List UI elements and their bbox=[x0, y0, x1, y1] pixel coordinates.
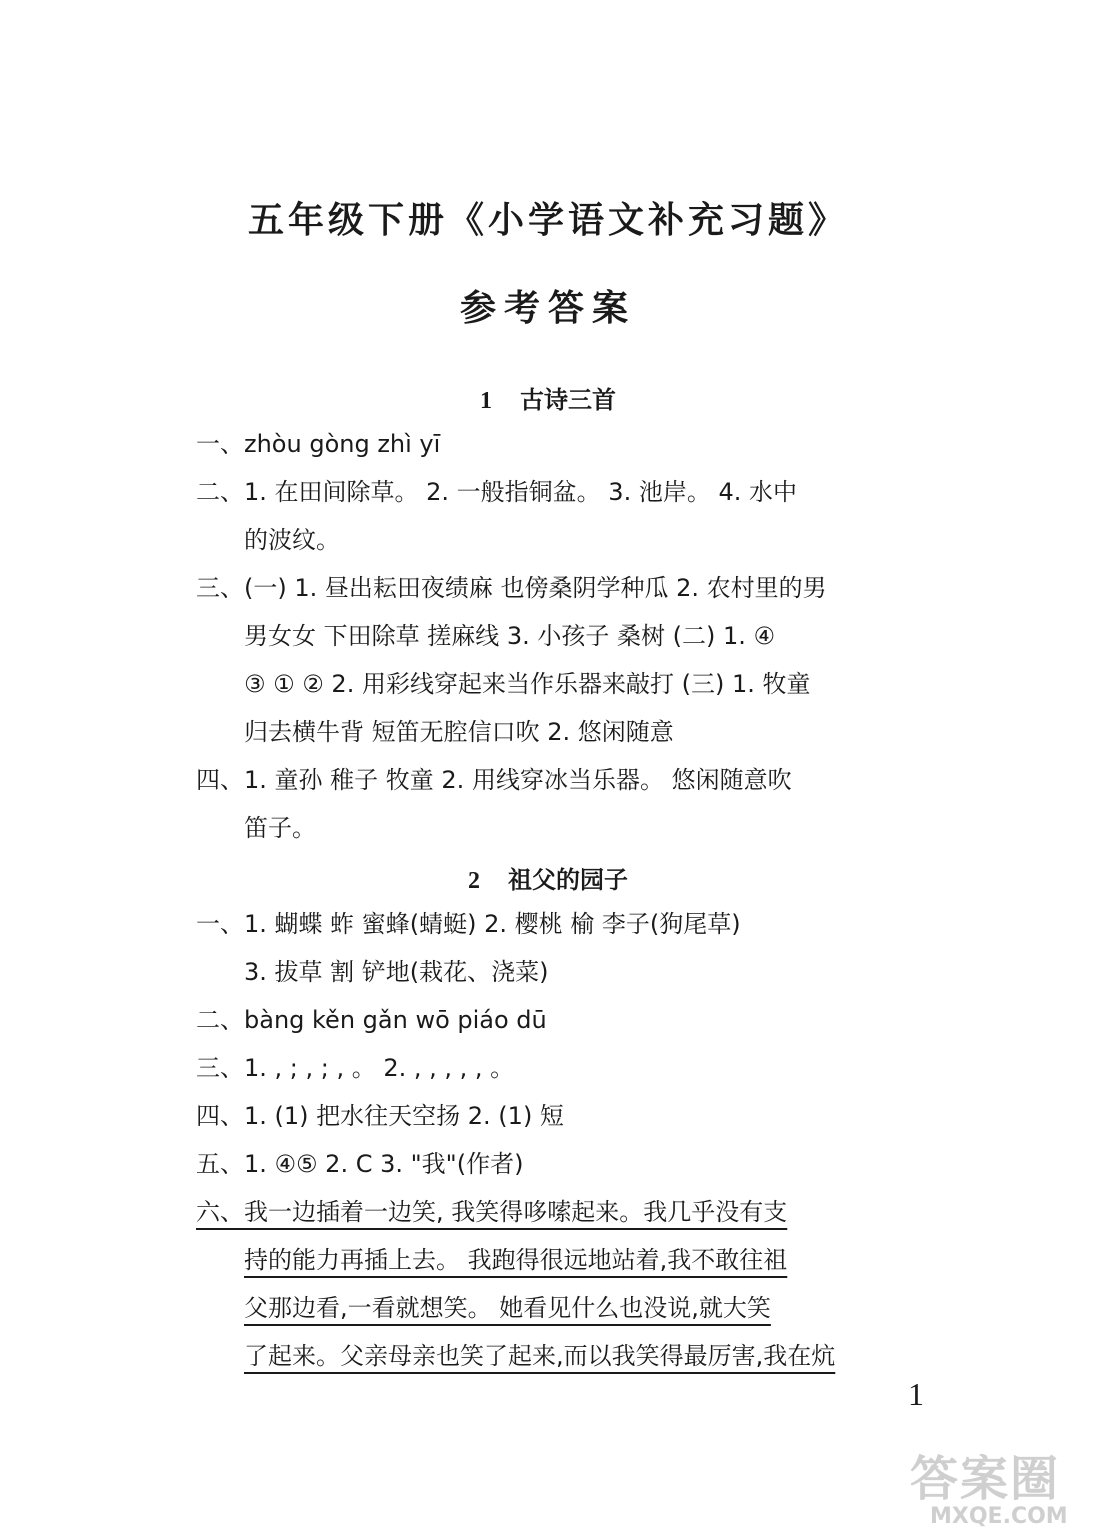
answer-line: 四、1. 童孙 稚子 牧童 2. 用线穿冰当乐器。 悠闲随意吹 bbox=[196, 766, 792, 794]
section-title: 祖父的园子 bbox=[508, 866, 628, 894]
page-subtitle: 参考答案 bbox=[459, 287, 636, 329]
answer-line: 3. 拔草 割 铲地(栽花、浇菜) bbox=[244, 958, 549, 986]
answer-line: 四、1. (1) 把水往天空扬 2. (1) 短 bbox=[196, 1102, 564, 1130]
underlined-answer-line: 父那边看,一看就想笑。 她看见什么也没说,就大笑 bbox=[244, 1294, 771, 1322]
underlined-answer-line: 六、我一边插着一边笑, 我笑得哆嗦起来。我几乎没有支 bbox=[196, 1198, 788, 1226]
answer-line: 一、1. 蝴蝶 蚱 蜜蜂(蜻蜓) 2. 樱桃 榆 李子(狗尾草) bbox=[196, 910, 741, 938]
answer-line: 一、zhòu gòng zhì yī bbox=[196, 430, 441, 458]
answer-line: 三、1. , ; , ; , 。 2. , , , , , 。 bbox=[196, 1054, 515, 1082]
underlined-answer-line: 了起来。父亲母亲也笑了起来,而以我笑得最厉害,我在炕 bbox=[244, 1342, 836, 1370]
answer-line: ③ ① ② 2. 用彩线穿起来当作乐器来敲打 (三) 1. 牧童 bbox=[244, 670, 811, 698]
section-title: 古诗三首 bbox=[520, 386, 616, 414]
section-number: 1 bbox=[480, 388, 492, 414]
underlined-answer-line: 持的能力再插上去。 我跑得很远地站着,我不敢往祖 bbox=[244, 1246, 788, 1274]
answer-line: 归去横牛背 短笛无腔信口吹 2. 悠闲随意 bbox=[244, 718, 674, 746]
answer-line: 三、(一) 1. 昼出耘田夜绩麻 也傍桑阴学种瓜 2. 农村里的男 bbox=[196, 574, 827, 602]
watermark-text: 答案圈 bbox=[910, 1451, 1061, 1507]
watermark-logo bbox=[910, 1440, 1090, 1536]
answer-line: 五、1. ④⑤ 2. C 3. "我"(作者) bbox=[196, 1150, 524, 1178]
section-number: 2 bbox=[468, 868, 480, 894]
answer-line: 二、bàng kěn gǎn wō piáo dū bbox=[196, 1006, 547, 1034]
section-heading-2 bbox=[0, 860, 1096, 895]
watermark-url: MXQE.COM bbox=[930, 1504, 1068, 1529]
answer-line: 笛子。 bbox=[244, 814, 316, 842]
section-heading-1 bbox=[0, 380, 1096, 415]
page-number: 1 bbox=[908, 1376, 924, 1412]
page-title: 五年级下册《小学语文补充习题》 bbox=[247, 199, 848, 241]
answer-line: 的波纹。 bbox=[244, 526, 340, 554]
answer-line: 男女女 下田除草 搓麻线 3. 小孩子 桑树 (二) 1. ④ bbox=[244, 622, 776, 650]
answer-line: 二、1. 在田间除草。 2. 一般指铜盆。 3. 池岸。 4. 水中 bbox=[196, 478, 797, 506]
